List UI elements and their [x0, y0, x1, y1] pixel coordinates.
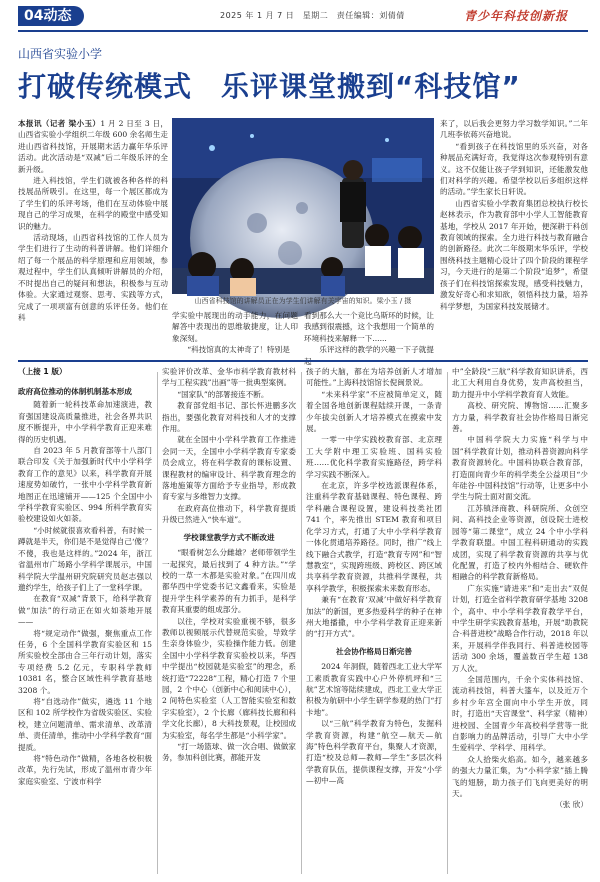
issue-info: 2025 年 1 月 7 日 星期二 责任编辑：刘倩倩 — [220, 11, 405, 20]
newspaper-logo: 青少年科技创新报 — [464, 9, 569, 23]
column-divider — [447, 372, 448, 874]
paragraph: 中国科学院大力实施“科学与中国”科学教育计划，推动科普资源向科学教育资源转化。中国科协联合教育部，打造面向青少年的科学类全公益项目“少年硅谷·中国科技馆”行动等，让更多中小学生与院士面对面交流。 — [452, 435, 588, 502]
paragraph: 中”全龄段“三航”科学教育知识讲系，西北工大利用自身优势，发声高校担当，助力提升中小学科学教育育人效能。 — [452, 367, 588, 399]
paragraph: 就在全国中小学科学教育工作推进会同一天，全国中小学科学教育专家委员会成立，将在科学教育的课标设置、课程教材的编审设计、科学教育理念的落地施策等方面给予专业指导，形成教育专家与多维智力支撑。 — [162, 435, 296, 502]
paragraph: “打一场篮球、做一次合唱、做做家务，参加科创比赛，都能开发 — [162, 742, 296, 763]
section-subheading: 政府高位推动的体制机制基本形成 — [18, 387, 132, 396]
photo-illustration — [172, 118, 434, 294]
article-kicker: 山西省实验小学 — [18, 47, 103, 61]
paragraph: 看到那么大一个竞比乌斯环的时候，让我感到很震撼，这个我想用一个简单的环境科技来解释一下...... — [304, 311, 434, 343]
article-lead-paragraph — [18, 118, 168, 175]
paragraph: 将“自选动作”做实，遴选 11 个地区和 102 所学校作为省级实验区、实验校，建立问题清单、需求清单、改革清单、责任清单，推动中小学科学教育“面提质。 — [18, 696, 152, 752]
section-subheading: 学校课堂教学方式不断改进 — [183, 532, 275, 542]
article-column-1 — [18, 118, 168, 348]
paragraph: 兼有“在教育‘双减’中做好科学教育加法”的新国，更多热爱科学的种子在神州大地播撒，中小学科学教育正迎来新的“打开方式”。 — [306, 595, 442, 639]
paragraph: “国家队”的部署接连不断。 — [177, 389, 269, 399]
paragraph: 山西省实验小学教育集团总校执行校长赵林表示，作为教育部中小学人工智能教育基地，学校从 2017 年开始，便深耕于科创教育领域的探索。全力进行科技与教育融合的创新路径。此次二年级期末华乐评，学校围绕科技主题精心设计了四个阶段的课程学习，今天进行的是第二个阶段“追梦”，希望孩子们在科技馆探索发现，感受科技魅力，激发好奇心和求知欲，领悟科技力量，培养科学梦想，为国家科技发展储才。 — [440, 198, 588, 311]
photo-caption: 山西省科技馆的讲解员正在为学生们讲解有关宇宙的知识。梁小玉 / 摄 — [194, 297, 412, 305]
continuation-column-1 — [18, 382, 152, 876]
article-column-2 — [172, 310, 298, 354]
paragraph: 以“三航”科学教育为特色，发掘科学教育资源，构建“航空—航天—航海”特色科学教育平台，集聚人才资源，打造“校及总师—教师—学生”多层次科学教育队伍，提供课程支撑，开发“小学—初中—高 — [306, 719, 442, 786]
page-section-badge: 04动态 — [18, 6, 84, 26]
paragraph: 一零一中学实践校教育部、北京理工大学附中理工实验班、国科实验班……优化科学教育实施路径，跨学科学习实践不断深入。 — [306, 435, 442, 479]
paragraph: 孩子的大脑，都在为培养创新人才增加可能性。”上海科技馆馆长倪闽景说。 — [306, 367, 442, 388]
article-column-3 — [304, 310, 434, 354]
paragraph: 学实验中展现出的动手能力，在问题解答中表现出的思维敏捷度，让人印象深刻。 — [172, 311, 298, 343]
paragraph: 乐评这样的教学的兴趣一下子就提 — [319, 345, 434, 355]
paragraph: 众人拾柴火焰高。如今，越来越多的强大力量汇集，为“小科学家”插上腾飞的翅膀，助力孩子们飞向更美好的明天。 — [452, 754, 588, 799]
section-divider — [18, 360, 588, 362]
jump-label: （上接 1 版） — [18, 367, 67, 376]
paragraph: 在教育“双减”背景下，给科学教育做“加法”的行动正在如火如荼地开展—— — [18, 594, 152, 627]
continuation-column-2 — [162, 366, 296, 876]
paragraph: 随着新一轮科技革命加速演进，教育强国建设高质量推进，社会各界共识度不断提升，中小学科学教育正迎来难得的历史机遇。 — [18, 400, 152, 444]
continuation-column-3 — [306, 366, 442, 876]
paragraph: 实验评价改革、金华市科学教育教材科学与工程实践”出画”等一批典型案例。 — [162, 367, 296, 388]
paragraph: 在政府高位推动下，科学教育提质升级已然进入“快车道”。 — [162, 503, 296, 525]
paragraph: “未来科学家”不应被简单定义，随着全国各地创新课程陆续开课，一条青少年拔尖创新人才培养模式在摸索中发展。 — [306, 389, 442, 434]
paragraph: 教育部党组书记、部长怀进鹏多次指出，要强化教育对科技和人才的支撑作用。 — [162, 401, 296, 434]
classroom-photo — [172, 118, 434, 294]
byline: 本报讯（记者 梁小玉） — [18, 119, 101, 128]
paragraph: 进入科技馆，学生们就被各种各样的科技展品所吸引。在这里，每一个展区都成为了学生们的乐评考场，他们在互动体验中展现自己的学习成果，在科学的殿堂中感受知识的魅力。 — [18, 176, 168, 231]
author-signature: （张 欣） — [555, 800, 588, 810]
paragraph: 将“特色动作”做精，各地各校积极改革，先行先试，形成了温州市青少年家庭实验室、宁波市科学 — [18, 754, 152, 786]
paragraph: 1 月 2 日至 3 日，山西省实验小学组织二年级 600 余名师生走进山西省科技馆，开展期末活力赢年华乐评活动。此次活动是“双减”后二年级乐评的全新升级。 — [18, 119, 168, 174]
header-divider — [18, 30, 588, 32]
paragraph: 2024 年洞假，随着西北工业大学军工素质教育实践中心户外停机坪和“三航”艺术馆等陆续建成，西北工业大学正积极为航研中小学生研学参观的热门“打卡地”。 — [306, 662, 442, 717]
paragraph: 以往，学校对实验重视不够，很多教师以视频展示代替规范实验，导致学生亲身体验少，实验操作能力低。创建全国中小学科学教育实验校以来，华西中学提出“校园就是实验室”的理念，系统打造“72228”工程，精心打造 7 个里园，2 个中心（创新中心和阅读中心），2 间特色实验室（人工智能实验室和数字实验室），2 个长廊（廊科技长廊和科学文化长廊），8 大科技景观，让校园成为实验室，每名学生都是“小科学家”。 — [162, 616, 296, 740]
paragraph: “小时候就很喜欢看科普，有时候一蹲就是半天，你们是不是觉得自己‘傻’？不傻，我也是这样的。”2024 年，浙江省温州市广场路小学科学课展示，中国科学院大学温州研究院研究员赵志强以邀约学生，给孩子们上了一堂科学课。 — [18, 525, 152, 592]
paragraph: 高校、研究院、博物馆……汇聚多方力量，科学教育社会协作格局日渐完善。 — [452, 401, 588, 434]
article-column-4 — [440, 118, 588, 354]
paragraph: “眼看树怎么分雌雄？老师带领学生一起探究，最后找到了 4 种方法。”“学校的一草一木都是实验对象。”在四川成都华西中学党委书记文鑫看来，实验是提升学生科学素养的有力抓手，是科学教育其重要的组成部分。 — [162, 548, 296, 615]
paragraph: 在北京，许多学校选派课程体系，注重科学教育基础课程、特色课程、跨学科融合课程设置，建设科技类社团 741 个，率先推出 STEM 教育和项目化学习方式，打通了大中小学科学教育一体化贯通培养路径。同时，推广“线上线下融合式教学，打造“教育专网”和“智慧教室”，实现跨班级、跨校区、跨区域共享科学教育资源，共推科学课程，共享科学教学，积极探索未来数育形态。 — [306, 481, 442, 593]
paragraph: 将“规定动作”做强，聚焦重点工作任务，6 个全国科学教育实验区和 15 所实验校全部由合三年行动计划，落实专项经费 5.2 亿元，专职科学教师 10381 名，整合区域性科学教育基地 3208 个。 — [18, 628, 152, 695]
paragraph: 江苏镇泽商教、科研院所、众创空间、高科技企业等资源，创设院士进校园等“第二课堂”，成立 24 个中小学科学教育联盟。中国工程科研通动的实践成团，实现了科学教育资源的共享与优化配置，打造了校内外相结合、硬软件相融合的科学教育新格局。 — [452, 503, 588, 582]
section-subheading: 社会协作格局日渐完善 — [336, 646, 412, 656]
column-divider — [301, 372, 302, 874]
column-divider — [157, 372, 158, 874]
article-headline: 打破传统模式 乐评课堂搬到“科技馆” — [18, 70, 521, 103]
paragraph: 广东实施“请进来”和“走出去”双促计划，打造全省科学教育研学基地 3208 个，高中、中小学科学教育教学平台，中学生研学实践教育基地，开展“助教院合·科普进校”战略合作行动，2018 年以来，开展科学伴我同行、科普进校园等活动 300 余场，覆盖数百学生超 138 万人次。 — [452, 583, 588, 673]
paragraph: 全国范围内，千余个实体科技馆、流动科技馆，科普大篷车，以及近万个乡村少年宫全面向中小学生开放，同时，打造出“天宫课堂”、科学家（精神）进校园、全国青少年高校科学营等一批自影响力的品牌活动，引导广大中小学生爱科学、学科学、用科学。 — [452, 674, 588, 753]
continuation-column-4 — [452, 366, 588, 876]
paragraph: “看到孩子在科技馆里的乐兴奋，对各种展品充满好奇，我觉得这次参观特别有意义。这不仅能让孩子学到知识，还能激发他们对科学的兴趣。希望学校以后多组织这样的活动。”学生家长日轩说。 — [440, 141, 588, 197]
paragraph: “科技馆真的太神奇了！特别是 — [187, 345, 290, 355]
paragraph: 自 2023 年 5 月教育部等十八部门联合印发《关于加强新时代中小学科学教育工作的意见》以来，科学教育开展速度势如破竹，一张中小学科学教育新地图正在迅速铺开——125 个全国中小学科学教育实验区、994 所科学教育实验校建设如火如荼。 — [18, 446, 152, 524]
paragraph: 活动现场，山西省科技馆的工作人员为学生们进行了生动的科普讲解。他们详细介绍了每一个展品的科学原理和应用领域，参观过程中，学生们认真倾听讲解员的介绍，不时提出自己的疑问和想法，积极参与互动体验。大家通过观察、思考、实践等方式，完成了一项项富有创意的乐评任务。他们在科 — [18, 233, 168, 322]
page-header — [0, 0, 600, 30]
paragraph: 来了，以后我会更努力学习数学知识。”二年几班李依蒋兴奋地说。 — [440, 119, 588, 140]
